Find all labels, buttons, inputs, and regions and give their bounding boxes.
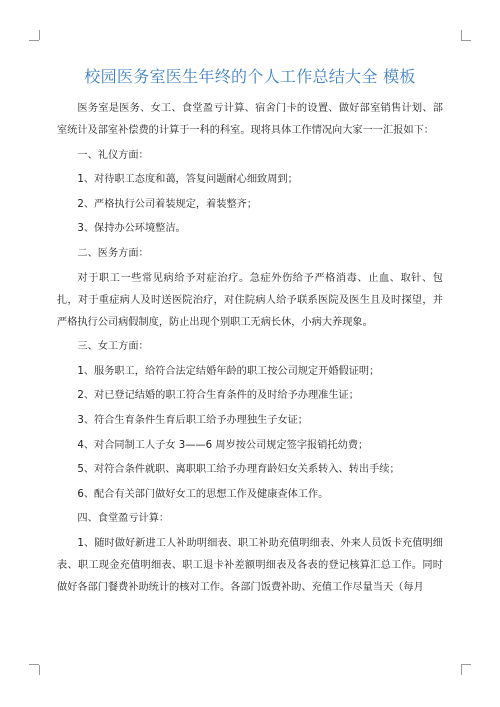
section-heading-etiquette: 一、礼仪方面： (77, 149, 149, 161)
list-item: 5、对符合条件就职、离职职工给予办理育龄妇女关系转入、转出手续； (77, 464, 400, 476)
section-heading-canteen: 四、食堂盈亏计算： (77, 513, 170, 525)
list-item: 2、对已登记结婚的职工符合生育条件的及时给予办理准生证； (77, 390, 359, 402)
list-item: 1、对待职工态度和蔼，答复问题耐心细致周到； (77, 174, 298, 186)
list-item: 4、对合同制工人子女 3——6 周岁按公司规定签字报销托幼费； (77, 439, 369, 451)
crop-mark-top-left-h (29, 40, 39, 41)
crop-mark-top-right-h (461, 40, 471, 41)
medical-paragraph: 对于职工一些常见病给予对症治疗。急症外伤给予严格消毒、止血、取针、包扎，对于重症病人及时送医院治疗，对住院病人给予联系医院及医生且及时探望，并严格执行公司病假制度，防止出现个别职工无病长休，小病大养现象。 (57, 272, 443, 328)
crop-mark-top-left-v (39, 30, 40, 40)
list-item: 1、服务职工，给符合法定结婚年龄的职工按公司规定开婚假证明； (77, 365, 380, 377)
crop-mark-bottom-right-v (461, 665, 462, 675)
list-item: 3、保持办公环境整洁。 (77, 223, 186, 235)
section-heading-female-workers: 三、女工方面： (77, 341, 149, 353)
list-item: 3、符合生育条件生育后职工给予办理独生子女证； (77, 414, 308, 426)
document-body (57, 98, 443, 599)
list-item: 2、严格执行公司着装规定，着装整齐； (77, 198, 258, 210)
list-item: 6、配合有关部门做好女工的思想工作及健康查体工作。 (77, 488, 329, 500)
crop-mark-top-right-v (461, 30, 462, 40)
crop-mark-bottom-left-v (39, 665, 40, 675)
intro-paragraph: 医务室是医务、女工、食堂盈亏计算、宿舍门卡的设置、做好部室销售计划、部室统计及部室补偿费的计算于一科的科室。现将具体工作情况向大家一一汇报如下： (57, 103, 443, 136)
crop-mark-bottom-left-h (29, 664, 39, 665)
crop-mark-bottom-right-h (461, 664, 471, 665)
document-title: 校园医务室医生年终的个人工作总结大全 模板 (84, 67, 416, 86)
canteen-paragraph: 1、随时做好新进工人补助明细表、职工补助充值明细表、外来人员饭卡充值明细表、职工现金充值明细表、职工退卡补差额明细表及各表的登记核算汇总工作。同时做好各部门餐费补助统计的核对工作。各部门饭费补助、充值工作尽量当天（每月 (57, 537, 443, 593)
section-heading-medical: 二、医务方面： (77, 247, 149, 259)
